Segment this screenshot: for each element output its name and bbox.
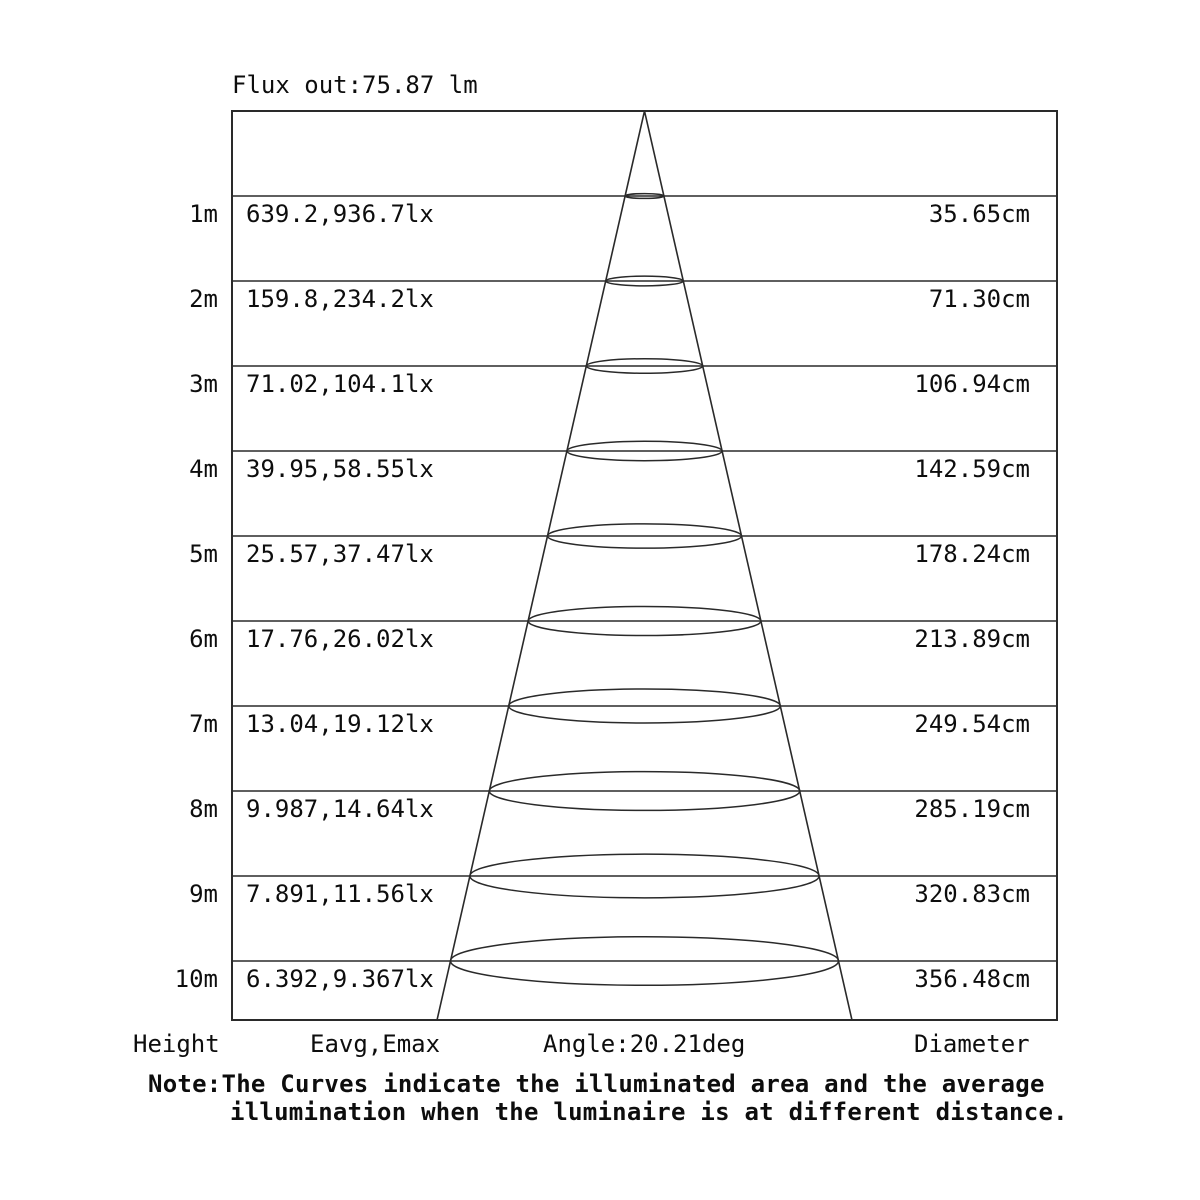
- eavg-emax-value: 39.95,58.55lx: [246, 455, 434, 483]
- eavg-emax-value: 6.392,9.367lx: [246, 965, 434, 993]
- diameter-value: 356.48cm: [914, 965, 1030, 993]
- diameter-value: 71.30cm: [928, 285, 1030, 313]
- height-label: 8m: [189, 795, 218, 823]
- height-label: 7m: [189, 710, 218, 738]
- footer-diameter-label: Diameter: [914, 1030, 1030, 1058]
- height-label: 2m: [189, 285, 218, 313]
- eavg-emax-value: 25.57,37.47lx: [246, 540, 434, 568]
- footer-angle-label: Angle:20.21deg: [543, 1030, 746, 1058]
- height-label: 5m: [189, 540, 218, 568]
- eavg-emax-value: 7.891,11.56lx: [246, 880, 434, 908]
- eavg-emax-value: 71.02,104.1lx: [246, 370, 434, 398]
- eavg-emax-value: 9.987,14.64lx: [246, 795, 434, 823]
- diameter-value: 249.54cm: [914, 710, 1030, 738]
- footer-height-label: Height: [133, 1030, 220, 1058]
- height-label: 10m: [174, 965, 218, 993]
- diameter-value: 142.59cm: [914, 455, 1030, 483]
- eavg-emax-value: 17.76,26.02lx: [246, 625, 434, 653]
- diameter-value: 178.24cm: [914, 540, 1030, 568]
- height-label: 4m: [189, 455, 218, 483]
- note-line-2: illumination when the luminaire is at different distance.: [230, 1098, 1068, 1126]
- eavg-emax-value: 13.04,19.12lx: [246, 710, 434, 738]
- height-label: 3m: [189, 370, 218, 398]
- footer-eavg-emax-label: Eavg,Emax: [310, 1030, 441, 1058]
- diameter-value: 213.89cm: [914, 625, 1030, 653]
- eavg-emax-value: 639.2,936.7lx: [246, 200, 434, 228]
- diameter-value: 35.65cm: [928, 200, 1030, 228]
- diameter-value: 106.94cm: [914, 370, 1030, 398]
- note-line-1: Note:The Curves indicate the illuminated area and the average: [148, 1070, 1045, 1098]
- height-label: 1m: [189, 200, 218, 228]
- height-label: 6m: [189, 625, 218, 653]
- height-label: 9m: [189, 880, 218, 908]
- diameter-value: 320.83cm: [914, 880, 1030, 908]
- flux-out-label: Flux out:75.87 lm: [232, 71, 478, 99]
- cone-edge-left: [437, 111, 644, 1020]
- eavg-emax-value: 159.8,234.2lx: [246, 285, 434, 313]
- diameter-value: 285.19cm: [914, 795, 1030, 823]
